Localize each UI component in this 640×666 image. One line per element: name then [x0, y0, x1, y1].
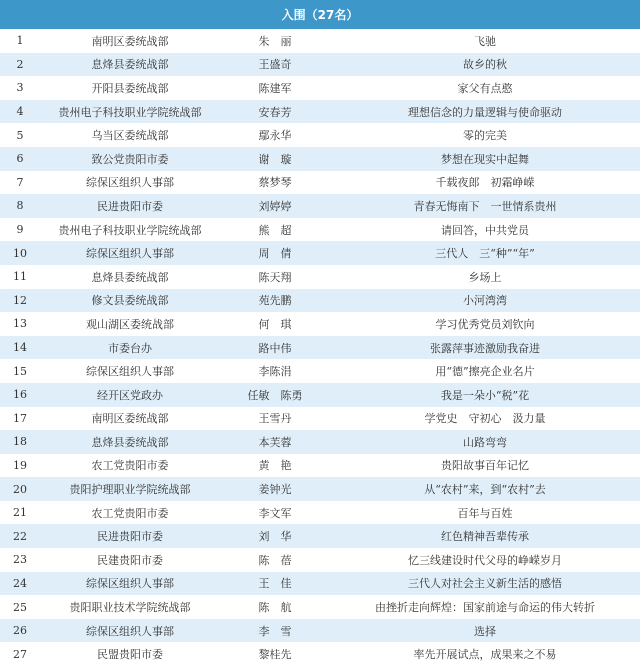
row-name: 熊 超	[258, 223, 292, 237]
table-row	[0, 171, 640, 195]
row-unit: 致公党贵阳市委	[91, 152, 169, 166]
row-title: 张露萍事迹激励我奋进	[430, 341, 540, 355]
row-unit: 综保区组织人事部	[86, 624, 174, 638]
row-name: 谢 璇	[258, 152, 292, 166]
row-unit: 贵阳护理职业学院统战部	[69, 483, 191, 497]
row-title: 百年与百姓	[457, 506, 513, 520]
row-unit: 开阳县委统战部	[91, 81, 169, 95]
row-title: 学习优秀党员刘钦向	[435, 317, 535, 331]
row-name: 王 佳	[258, 577, 292, 591]
table-row	[0, 100, 640, 124]
row-name: 黄 艳	[258, 459, 292, 473]
row-unit: 南明区委统战部	[91, 412, 169, 426]
row-number: 14	[13, 341, 27, 355]
table-row	[0, 336, 640, 360]
row-number: 4	[16, 105, 24, 119]
row-unit: 贵州电子科技职业学院统战部	[58, 223, 202, 237]
row-unit: 民建贵阳市委	[97, 553, 163, 567]
row-title: 学党史 守初心 汲力量	[424, 412, 546, 426]
row-title: 请回答，中共党员	[441, 223, 529, 237]
row-name: 蔡梦琴	[258, 176, 292, 190]
row-title: 用“德”擦亮企业名片	[435, 365, 535, 379]
row-number: 24	[13, 576, 27, 590]
row-number: 18	[13, 435, 27, 449]
row-title: 零的完美	[463, 129, 507, 143]
table-row	[0, 548, 640, 572]
row-title: 小河湾湾	[463, 294, 507, 308]
row-name: 陈 航	[258, 601, 292, 615]
row-unit: 南明区委统战部	[91, 34, 169, 48]
row-title: 山路弯弯	[463, 435, 507, 449]
table-header	[0, 0, 640, 29]
row-title: 由挫折走向辉煌：国家前途与命运的伟大转折	[375, 601, 595, 615]
row-number: 3	[16, 81, 24, 95]
row-number: 22	[13, 529, 27, 543]
table-row	[0, 407, 640, 431]
row-name: 刘婷婷	[258, 199, 292, 213]
row-unit: 民进贵阳市委	[97, 530, 163, 544]
row-number: 8	[16, 199, 24, 213]
table-row	[0, 147, 640, 171]
row-unit: 乌当区委统战部	[91, 129, 169, 143]
row-title: 贵阳故事百年记忆	[441, 459, 529, 473]
row-title: 青春无悔南下 一世情系贵州	[413, 199, 557, 213]
row-number: 21	[13, 506, 27, 520]
row-unit: 综保区组织人事部	[86, 365, 174, 379]
row-number: 2	[16, 57, 24, 71]
table-row	[0, 619, 640, 643]
row-number: 11	[13, 270, 27, 284]
row-number: 17	[13, 411, 27, 425]
table-row	[0, 289, 640, 313]
row-unit: 综保区组织人事部	[86, 176, 174, 190]
table-row	[0, 383, 640, 407]
row-unit: 息烽县委统战部	[91, 58, 169, 72]
table-row	[0, 312, 640, 336]
table-row	[0, 359, 640, 383]
row-name: 陈建军	[258, 81, 292, 95]
row-number: 13	[13, 317, 27, 331]
row-number: 25	[13, 600, 27, 614]
row-number: 10	[13, 246, 27, 260]
table-body	[0, 29, 640, 666]
row-unit: 市委台办	[108, 341, 152, 355]
row-name: 陈 蓓	[258, 553, 292, 567]
row-title: 乡场上	[468, 270, 502, 284]
row-name: 李 雪	[258, 624, 292, 638]
row-title: 率先开展试点，成果来之不易	[413, 648, 557, 662]
row-title: 我是一朵小“税”花	[440, 388, 530, 402]
row-title: 三代人 三“种”“年”	[435, 247, 535, 261]
table-row	[0, 194, 640, 218]
row-unit: 民盟贵阳市委	[97, 648, 163, 662]
table-row	[0, 218, 640, 242]
table-row	[0, 595, 640, 619]
row-number: 20	[13, 482, 27, 496]
row-name: 朱 丽	[258, 34, 292, 48]
row-number: 26	[13, 624, 27, 638]
row-number: 27	[13, 647, 27, 661]
header-title: 入围（27名）	[281, 8, 359, 22]
table-row	[0, 430, 640, 454]
row-unit: 观山湖区委统战部	[86, 317, 174, 331]
row-title: 千载夜郎 初霜峥嵘	[435, 176, 535, 190]
row-name: 陈天翔	[258, 270, 292, 284]
row-title: 家父有点憨	[457, 81, 513, 95]
row-name: 鄢永华	[258, 129, 292, 143]
row-name: 任敏 陈勇	[247, 388, 303, 402]
row-name: 姜钟光	[258, 483, 292, 497]
row-unit: 农工党贵阳市委	[91, 506, 169, 520]
row-name: 何 琪	[258, 317, 292, 331]
table-row	[0, 123, 640, 147]
row-name: 周 倩	[258, 247, 292, 261]
row-number: 7	[16, 175, 24, 189]
row-title: 理想信念的力量逻辑与使命驱动	[408, 105, 562, 119]
row-number: 9	[16, 223, 24, 237]
row-name: 本芙蓉	[258, 435, 292, 449]
row-unit: 综保区组织人事部	[86, 577, 174, 591]
table-row	[0, 76, 640, 100]
row-number: 23	[13, 553, 27, 567]
row-number: 1	[16, 34, 24, 48]
row-number: 15	[13, 364, 27, 378]
row-number: 12	[13, 293, 27, 307]
row-unit: 息烽县委统战部	[91, 270, 169, 284]
row-name: 路中伟	[258, 341, 292, 355]
row-number: 19	[13, 458, 27, 472]
row-title: 三代人对社会主义新生活的感悟	[408, 577, 562, 591]
row-title: 从“农村”来，到“农村”去	[424, 483, 546, 497]
row-title: 飞驰	[474, 34, 496, 48]
row-title: 选择	[474, 624, 496, 638]
row-name: 王盛奇	[258, 58, 292, 72]
row-name: 李陈涓	[258, 365, 292, 379]
row-name: 王雪丹	[258, 412, 292, 426]
table-row	[0, 53, 640, 77]
table-row	[0, 524, 640, 548]
table-row	[0, 501, 640, 525]
table-row	[0, 477, 640, 501]
row-unit: 修文县委统战部	[91, 294, 169, 308]
row-title: 忆三线建设时代父母的峥嵘岁月	[408, 553, 562, 567]
table-row	[0, 241, 640, 265]
table-row	[0, 642, 640, 666]
table-row	[0, 265, 640, 289]
table-row	[0, 454, 640, 478]
row-unit: 综保区组织人事部	[86, 247, 174, 261]
table-row	[0, 572, 640, 596]
row-number: 16	[13, 388, 27, 402]
row-unit: 农工党贵阳市委	[91, 459, 169, 473]
table-row	[0, 29, 640, 53]
row-title: 红色精神吾辈传承	[441, 530, 529, 544]
row-name: 刘 华	[258, 530, 292, 544]
row-unit: 贵阳职业技术学院统战部	[69, 601, 191, 615]
row-number: 5	[16, 128, 24, 142]
row-unit: 息烽县委统战部	[91, 435, 169, 449]
row-name: 黎桂先	[258, 648, 292, 662]
row-name: 苑先鹏	[258, 294, 292, 308]
row-unit: 经开区党政办	[97, 388, 163, 402]
row-name: 李文军	[258, 506, 292, 520]
row-unit: 民进贵阳市委	[97, 199, 163, 213]
row-unit: 贵州电子科技职业学院统战部	[58, 105, 202, 119]
row-name: 安春芳	[258, 105, 292, 119]
row-number: 6	[16, 152, 24, 166]
row-title: 梦想在现实中起舞	[441, 152, 529, 166]
row-title: 故乡的秋	[463, 58, 507, 72]
